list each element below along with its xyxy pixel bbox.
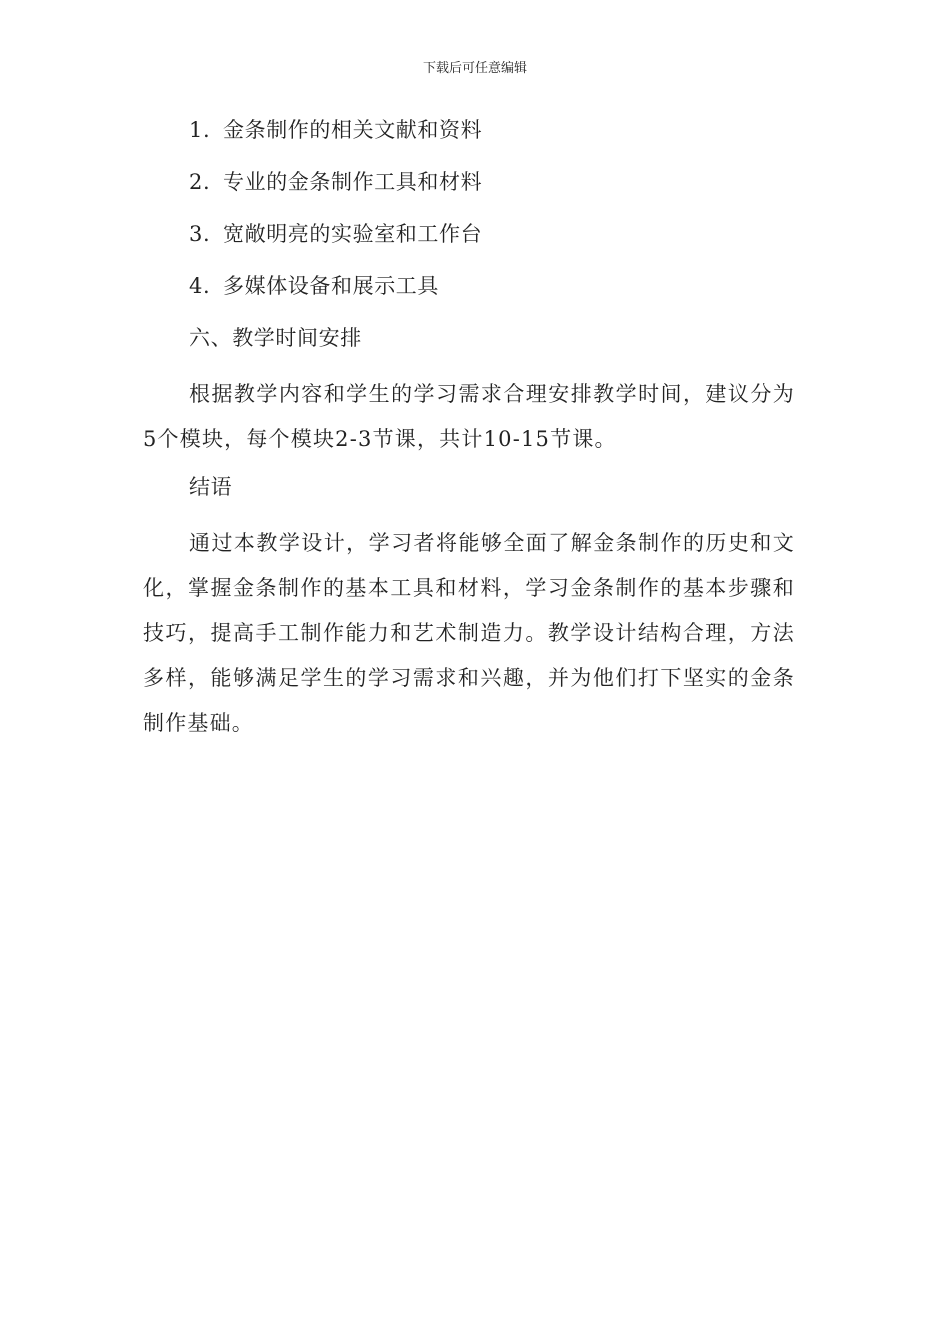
list-item-number: 2. [189,170,211,194]
list-item-number: 1. [189,118,211,142]
list-item-text: 多媒体设备和展示工具 [223,274,439,298]
document-body [143,112,795,753]
conclusion-heading: 结语 [189,475,233,499]
list-item [143,268,795,320]
list-item-text: 专业的金条制作工具和材料 [223,170,483,194]
section-heading: 六、教学时间安排 [189,326,362,350]
conclusion-paragraph: 通过本教学设计，学习者将能够全面了解金条制作的历史和文化，掌握金条制作的基本工具和材料，学习金条制作的基本步骤和技巧，提高手工制作能力和艺术制造力。教学设计结构合理，方法多样，能够满足学生的学习需求和兴趣，并为他们打下坚实的金条制作基础。 [143,531,795,735]
list-item [143,216,795,268]
list-item-text: 金条制作的相关文献和资料 [223,118,483,142]
section-paragraph: 根据教学内容和学生的学习需求合理安排教学时间，建议分为5个模块，每个模块2-3节课，共计10-15节课。 [143,382,795,451]
list-item [143,112,795,164]
list-item-number: 4. [189,274,211,298]
list-item-text: 宽敞明亮的实验室和工作台 [223,222,483,246]
list-item-number: 3. [189,222,211,246]
page-header: 下载后可任意编辑 [422,61,527,76]
list-item [143,164,795,216]
